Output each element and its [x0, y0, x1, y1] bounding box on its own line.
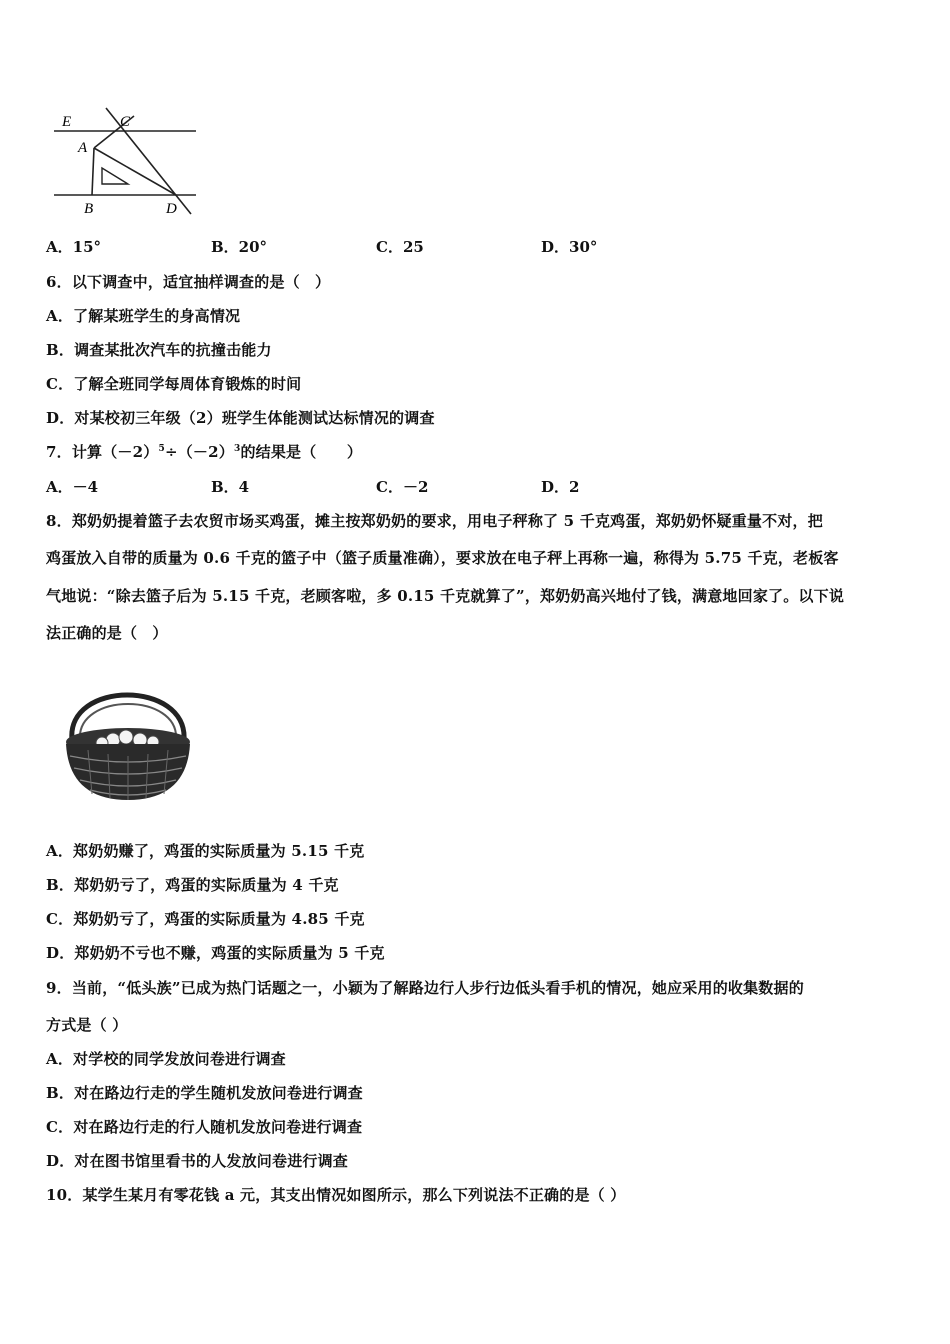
label-a: A	[78, 140, 88, 156]
label-c: C	[120, 114, 131, 130]
q8-stem-line-4: 法正确的是（ ）	[46, 624, 168, 642]
q10-stem: 10．某学生某月有零花钱 a 元，其支出情况如图所示，那么下列说法不正确的是（ ）	[46, 1186, 626, 1204]
q6-option-d[interactable]: D．对某校初三年级（2）班学生体能测试达标情况的调查	[46, 409, 435, 427]
q7-stem	[46, 441, 362, 462]
q5-option-a[interactable]: A．15°	[46, 238, 102, 256]
label-b: B	[84, 201, 94, 217]
label-d: D	[166, 201, 177, 217]
q6-option-c[interactable]: C．了解全班同学每周体育锻炼的时间	[46, 375, 302, 393]
q7-exponent-3: 3	[233, 444, 241, 454]
q8-option-c[interactable]: C．郑奶奶亏了，鸡蛋的实际质量为 4.85 千克	[46, 910, 365, 928]
q7-stem-mid: ÷（－2）	[164, 443, 234, 461]
label-e: E	[62, 114, 72, 130]
egg-basket-image	[58, 660, 198, 810]
q7-exponent-5: 5	[158, 444, 165, 454]
q9-stem-line-1: 9．当前，“低头族”已成为热门话题之一，小颖为了解路边行人步行边低头看手机的情况，她应采用的收集数据的	[46, 979, 804, 997]
q8-option-a[interactable]: A．郑奶奶赚了，鸡蛋的实际质量为 5.15 千克	[46, 842, 365, 860]
q7-stem-pre: 7．计算（－2）	[46, 443, 159, 461]
q9-option-c[interactable]: C．对在路边行走的行人随机发放问卷进行调查	[46, 1118, 363, 1136]
q6-stem: 6．以下调查中，适宜抽样调查的是（ ）	[46, 273, 331, 291]
q9-option-b[interactable]: B．对在路边行走的学生随机发放问卷进行调查	[46, 1084, 363, 1102]
geometry-figure	[46, 104, 206, 220]
q7-option-c[interactable]: C．－2	[376, 478, 429, 496]
q5-option-d[interactable]: D．30°	[541, 238, 598, 256]
q8-stem-line-2: 鸡蛋放入自带的质量为 0.6 千克的篮子中（篮子质量准确），要求放在电子秤上再称一遍，称得为 5.75 千克，老板客	[46, 549, 839, 567]
q8-option-b[interactable]: B．郑奶奶亏了，鸡蛋的实际质量为 4 千克	[46, 876, 339, 894]
q9-option-d[interactable]: D．对在图书馆里看书的人发放问卷进行调查	[46, 1152, 349, 1170]
q6-option-b[interactable]: B．调查某批次汽车的抗撞击能力	[46, 341, 272, 359]
q7-stem-post: 的结果是（ ）	[240, 443, 363, 461]
q9-option-a[interactable]: A．对学校的同学发放问卷进行调查	[46, 1050, 286, 1068]
q8-option-d[interactable]: D．郑奶奶不亏也不赚，鸡蛋的实际质量为 5 千克	[46, 944, 385, 962]
q6-option-a[interactable]: A．了解某班学生的身高情况	[46, 307, 241, 325]
q8-stem-line-1: 8．郑奶奶提着篮子去农贸市场买鸡蛋，摊主按郑奶奶的要求，用电子秤称了 5 千克鸡蛋，郑奶奶怀疑重量不对，把	[46, 512, 823, 530]
q8-stem-line-3: 气地说：“除去篮子后为 5.15 千克，老顾客啦，多 0.15 千克就算了”，郑奶奶高兴地付了钱，满意地回家了。以下说	[46, 587, 845, 605]
q7-option-a[interactable]: A．－4	[46, 478, 99, 496]
q5-option-c[interactable]: C．25	[376, 238, 424, 256]
q7-option-d[interactable]: D．2	[541, 478, 580, 496]
q7-option-b[interactable]: B．4	[211, 478, 250, 496]
q9-stem-line-2: 方式是（ ）	[46, 1016, 128, 1034]
q5-option-b[interactable]: B．20°	[211, 238, 268, 256]
